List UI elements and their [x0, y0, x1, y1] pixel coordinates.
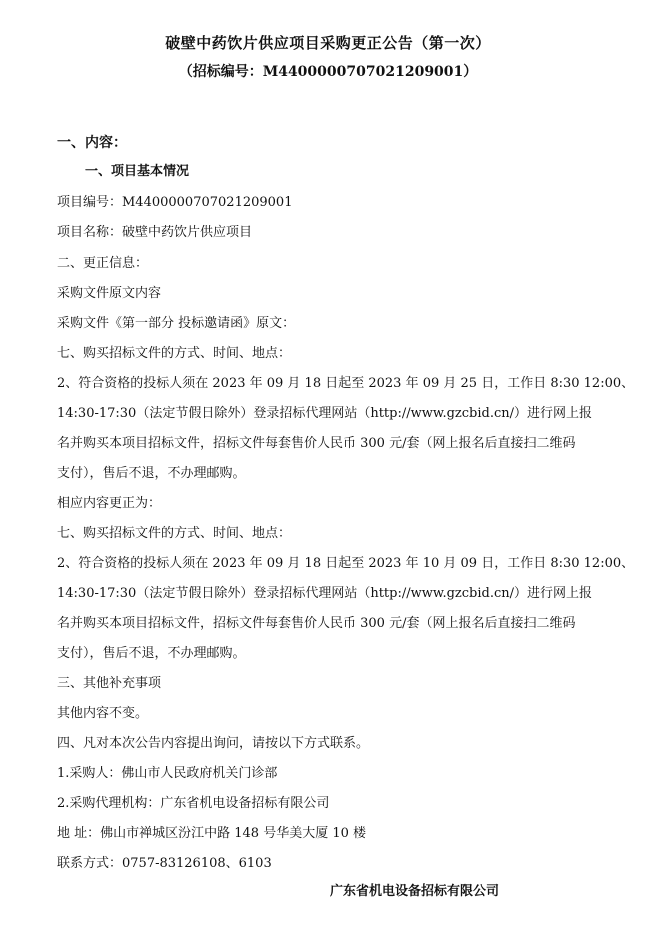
inquiry-heading: 四、凡对本次公告内容提出询问，请按以下方式联系。 [57, 736, 370, 751]
original-item-heading: 七、购买招标文件的方式、时间、地点： [57, 346, 292, 361]
project-number: 项目编号：M4400000707021209001 [57, 195, 293, 210]
document-title: 破壁中药饮片供应项目采购更正公告（第一次） [165, 34, 491, 52]
tender-number: （招标编号：M4400000707021209001） [178, 64, 478, 80]
address: 地 址：佛山市禅城区汾江中路 148 号华美大厦 10 楼 [57, 826, 367, 841]
signature-company: 广东省机电设备招标有限公司 [330, 884, 500, 899]
procurement-agency: 2.采购代理机构：广东省机电设备招标有限公司 [57, 796, 330, 811]
original-paragraph-line: 14:30-17:30（法定节假日除外）登录招标代理网站（http://www.gzcbid.cn/）进行网上报 [57, 406, 592, 421]
contact-info: 联系方式：0757-83126108、6103 [57, 856, 272, 871]
original-paragraph-line: 2、符合资格的投标人须在 2023 年 09 月 18 日起至 2023 年 09 月 25 日，工作日 8:30 12:00、 [57, 376, 635, 391]
changed-paragraph-line: 支付），售后不退，不办理邮购。 [57, 646, 246, 661]
basic-info-heading: 一、项目基本情况 [85, 164, 190, 179]
changed-heading: 相应内容更正为： [57, 496, 162, 511]
original-reference: 采购文件《第一部分 投标邀请函》原文： [57, 316, 296, 331]
original-paragraph-line: 名并购买本项目招标文件，招标文件每套售价人民币 300 元/套（网上报名后直接扫二维码 [57, 436, 576, 451]
content-heading: 一、内容： [57, 135, 127, 151]
correction-heading: 二、更正信息： [57, 256, 149, 271]
other-text: 其他内容不变。 [57, 706, 149, 721]
original-paragraph-line: 支付），售后不退，不办理邮购。 [57, 466, 246, 481]
changed-paragraph-line: 2、符合资格的投标人须在 2023 年 09 月 18 日起至 2023 年 10 月 09 日，工作日 8:30 12:00、 [57, 556, 635, 571]
changed-paragraph-line: 名并购买本项目招标文件，招标文件每套售价人民币 300 元/套（网上报名后直接扫二维码 [57, 616, 576, 631]
original-heading: 采购文件原文内容 [57, 286, 162, 301]
changed-paragraph-line: 14:30-17:30（法定节假日除外）登录招标代理网站（http://www.gzcbid.cn/）进行网上报 [57, 586, 592, 601]
project-name: 项目名称：破壁中药饮片供应项目 [57, 225, 253, 240]
other-heading: 三、其他补充事项 [57, 676, 162, 691]
changed-item-heading: 七、购买招标文件的方式、时间、地点： [57, 526, 292, 541]
purchaser: 1.采购人：佛山市人民政府机关门诊部 [57, 766, 278, 781]
